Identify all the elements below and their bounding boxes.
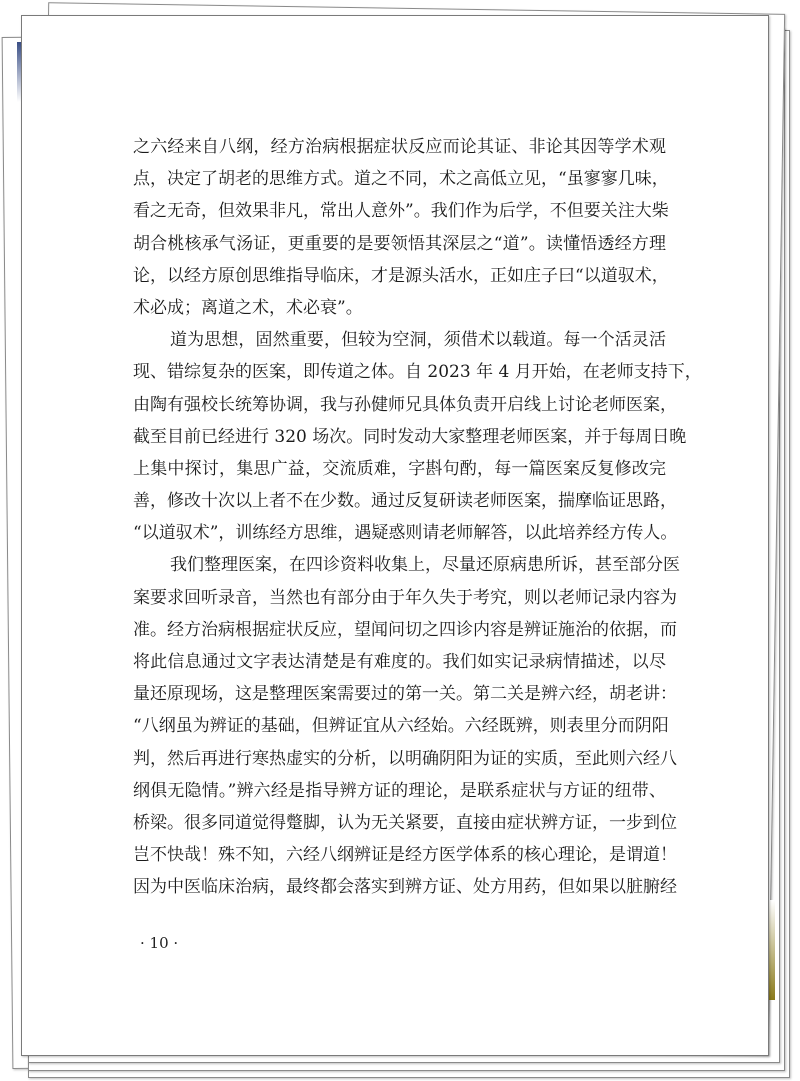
text-line: 上集中探讨，集思广益，交流质难，字斟句酌，每一篇医案反复修改完	[133, 458, 666, 479]
text-line: 因为中医临床治病，最终都会落实到辨方证、处方用药，但如果以脏腑经	[133, 877, 677, 898]
text-line: 现、错综复杂的医案，即传道之体。自 2023 年 4 月开始，在老师支持下，	[133, 362, 702, 383]
text-line: 胡合桃核承气汤证，更重要的是要领悟其深层之“道”。读懂悟透经方理	[133, 233, 666, 254]
text-line: 案要求回听录音，当然也有部分由于年久失于考究，则以老师记录内容为	[133, 587, 677, 608]
text-line: 桥梁。很多同道觉得蹩脚，认为无关紧要，直接由症状辨方证，一步到位	[133, 812, 677, 833]
text-line: 之六经来自八纲，经方治病根据症状反应而论其证、非论其因等学术观	[133, 137, 666, 157]
text-line: 准。经方治病根据症状反应，望闻问切之四诊内容是辨证施治的依据，而	[133, 619, 677, 640]
text-line: 由陶有强校长统筹协调，我与孙健师兄具体负责开启线上讨论老师医案，	[133, 394, 677, 415]
text-line: 点，决定了胡老的思维方式。道之不同，术之高低立见，“虽寥寥几味，	[133, 169, 669, 190]
text-line: 纲俱无隐情。”辨六经是指导辨方证的理论，是联系症状与方证的纽带、	[133, 780, 666, 801]
text-line: 岂不快哉！殊不知，六经八纲辨证是经方医学体系的核心理论，是谓道！	[133, 845, 677, 866]
right-color-strip	[768, 900, 775, 1000]
text-line: 量还原现场，这是整理医案需要过的第一关。第二关是辨六经，胡老讲：	[133, 684, 677, 705]
text-line: 论，以经方原创思维指导临床，才是源头活水，正如庄子曰“以道驭术，	[133, 265, 669, 286]
text-line: 看之无奇，但效果非凡，常出人意外”。我们作为后学，不但要关注大柴	[133, 201, 669, 222]
text-line: 术必成；离道之术，术必衰”。	[133, 297, 363, 318]
text-line: 将此信息通过文字表达清楚是有难度的。我们如实记录病情描述，以尽	[133, 652, 666, 672]
text-line: “八纲虽为辨证的基础，但辨证宜从六经始。六经既辨，则表里分而阴阳	[133, 716, 669, 737]
text-line: 善，修改十次以上者不在少数。通过反复研读老师医案，揣摩临证思路，	[133, 491, 677, 512]
text-line: “以道驭术”，训练经方思维，遇疑惑则请老师解答，以此培养经方传人。	[133, 523, 678, 544]
text-line: 我们整理医案，在四诊资料收集上，尽量还原病患所诉，甚至部分医	[170, 555, 680, 576]
text-line: 判，然后再进行寒热虚实的分析，以明确阴阳为证的实质，至此则六经八	[133, 748, 677, 769]
body-text	[133, 133, 702, 906]
page-number: · 10 ·	[140, 934, 179, 952]
text-line: 截至目前已经进行 320 场次。同时发动大家整理老师医案，并于每周日晚	[133, 426, 687, 447]
text-line: 道为思想，固然重要，但较为空洞，须借术以载道。每一个活灵活	[170, 330, 666, 351]
